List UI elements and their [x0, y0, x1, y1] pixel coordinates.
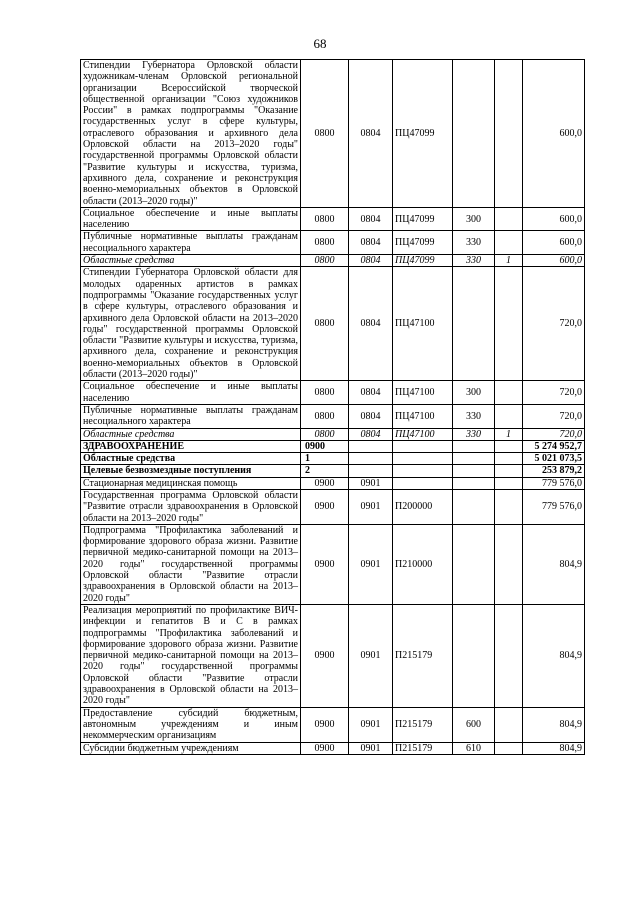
amount-cell: 5 021 073,5 [523, 453, 585, 465]
table-row [81, 453, 585, 465]
subsection-code-cell: 0804 [349, 267, 393, 381]
subsection-code-cell: 0901 [349, 604, 393, 707]
target-article-cell: П215179 [393, 742, 453, 754]
section-code-cell: 0800 [301, 60, 349, 208]
amount-cell: 253 879,2 [523, 465, 585, 477]
funding-source-cell [495, 404, 523, 428]
table-row [81, 207, 585, 231]
funding-source-cell: 1 [495, 428, 523, 440]
subsection-code-cell: 0901 [349, 707, 393, 742]
expense-kind-cell: 300 [453, 381, 495, 405]
budget-table [80, 59, 585, 755]
funding-source-cell [495, 489, 523, 524]
funding-source-cell [495, 524, 523, 604]
row-name-cell: Областные средства [81, 255, 301, 267]
target-article-cell [393, 440, 453, 452]
row-name-cell: Подпрограмма "Профилактика заболеваний и формирование здорового образа жизни. Развитие первичной медико-санитарной помощи на 2013–2020 годы" государственной программы Орловской области "Развитие отрасли здравоохранения в Орловской области на 2013–2020 годы" [81, 524, 301, 604]
expense-kind-cell [453, 453, 495, 465]
section-code-cell: 0900 [301, 524, 349, 604]
expense-kind-cell: 610 [453, 742, 495, 754]
amount-cell: 720,0 [523, 381, 585, 405]
section-code-cell: 0800 [301, 255, 349, 267]
section-code-cell: 0900 [301, 440, 349, 452]
section-code-cell: 0800 [301, 428, 349, 440]
subsection-code-cell [349, 465, 393, 477]
row-name-cell: Областные средства [81, 428, 301, 440]
table-row [81, 742, 585, 754]
subsection-code-cell [349, 440, 393, 452]
target-article-cell [393, 477, 453, 489]
target-article-cell: ПЦ47099 [393, 207, 453, 231]
subsection-code-cell: 0901 [349, 524, 393, 604]
amount-cell: 720,0 [523, 267, 585, 381]
funding-source-cell [495, 267, 523, 381]
row-name-cell: Целевые безвозмездные поступления [81, 465, 301, 477]
expense-kind-cell: 600 [453, 707, 495, 742]
section-code-cell: 0800 [301, 231, 349, 255]
target-article-cell: ПЦ47100 [393, 428, 453, 440]
section-code-cell: 0900 [301, 707, 349, 742]
row-name-cell: Стипендии Губернатора Орловской области художникам-членам Орловской региональной организации Всероссийской творческой общественной организации "Союз художников России" в рамках подпрограммы "Оказание государственных услуг в сфере культуры, отраслевого образования и архивного дела Орловской области на 2013–2020 годы" государственной программы Орловской области "Развитие культуры и искусства, туризма, архивного дела, сохранение и реконструкция военно-мемориальных объектов в Орловской области (2013–2020 годы)" [81, 60, 301, 208]
subsection-code-cell: 0901 [349, 742, 393, 754]
target-article-cell: ПЦ47099 [393, 231, 453, 255]
table-row [81, 465, 585, 477]
section-code-cell: 0900 [301, 742, 349, 754]
amount-cell: 720,0 [523, 428, 585, 440]
funding-source-cell [495, 465, 523, 477]
expense-kind-cell [453, 440, 495, 452]
table-row [81, 381, 585, 405]
funding-source-cell [495, 207, 523, 231]
target-article-cell: П215179 [393, 707, 453, 742]
expense-kind-cell [453, 465, 495, 477]
subsection-code-cell: 0804 [349, 404, 393, 428]
expense-kind-cell [453, 477, 495, 489]
row-name-cell: Социальное обеспечение и иные выплаты населению [81, 381, 301, 405]
row-name-cell: Государственная программа Орловской области "Развитие отрасли здравоохранения в Орловской области на 2013–2020 годы" [81, 489, 301, 524]
table-row [81, 604, 585, 707]
funding-source-cell [495, 742, 523, 754]
amount-cell: 804,9 [523, 707, 585, 742]
expense-kind-cell [453, 604, 495, 707]
funding-source-cell [495, 477, 523, 489]
amount-cell: 779 576,0 [523, 477, 585, 489]
amount-cell: 779 576,0 [523, 489, 585, 524]
expense-kind-cell [453, 524, 495, 604]
table-row [81, 404, 585, 428]
row-name-cell: Областные средства [81, 453, 301, 465]
subsection-code-cell: 0901 [349, 477, 393, 489]
table-row [81, 231, 585, 255]
row-name-cell: Публичные нормативные выплаты гражданам несоциального характера [81, 404, 301, 428]
section-code-cell: 0800 [301, 267, 349, 381]
funding-source-cell [495, 60, 523, 208]
amount-cell: 720,0 [523, 404, 585, 428]
target-article-cell: ПЦ47100 [393, 381, 453, 405]
amount-cell: 600,0 [523, 231, 585, 255]
row-name-cell: Стационарная медицинская помощь [81, 477, 301, 489]
section-code-cell: 0800 [301, 404, 349, 428]
subsection-code-cell: 0901 [349, 489, 393, 524]
expense-kind-cell: 330 [453, 231, 495, 255]
amount-cell: 600,0 [523, 255, 585, 267]
amount-cell: 600,0 [523, 60, 585, 208]
section-code-cell: 1 [301, 453, 349, 465]
amount-cell: 804,9 [523, 742, 585, 754]
expense-kind-cell: 330 [453, 404, 495, 428]
subsection-code-cell: 0804 [349, 60, 393, 208]
table-row [81, 477, 585, 489]
funding-source-cell [495, 440, 523, 452]
expense-kind-cell [453, 267, 495, 381]
target-article-cell [393, 453, 453, 465]
row-name-cell: Субсидии бюджетным учреждениям [81, 742, 301, 754]
section-code-cell: 0900 [301, 477, 349, 489]
target-article-cell: ПЦ47100 [393, 404, 453, 428]
funding-source-cell [495, 453, 523, 465]
row-name-cell: Реализация мероприятий по профилактике ВИЧ-инфекции и гепатитов В и С в рамках подпрограммы "Профилактика заболеваний и формирование здорового образа жизни. Развитие первичной медико-санитарной помощи на 2013–2020 годы" государственной программы Орловской области "Развитие отрасли здравоохранения в Орловской области на 2013–2020 годы" [81, 604, 301, 707]
target-article-cell: П210000 [393, 524, 453, 604]
amount-cell: 5 274 952,7 [523, 440, 585, 452]
table-row [81, 524, 585, 604]
subsection-code-cell [349, 453, 393, 465]
section-code-cell: 0800 [301, 207, 349, 231]
section-code-cell: 0900 [301, 489, 349, 524]
section-code-cell: 2 [301, 465, 349, 477]
subsection-code-cell: 0804 [349, 231, 393, 255]
row-name-cell: Социальное обеспечение и иные выплаты населению [81, 207, 301, 231]
funding-source-cell: 1 [495, 255, 523, 267]
amount-cell: 804,9 [523, 524, 585, 604]
expense-kind-cell: 330 [453, 255, 495, 267]
row-name-cell: Предоставление субсидий бюджетным, автономным учреждениям и иным некоммерческим организациям [81, 707, 301, 742]
expense-kind-cell: 330 [453, 428, 495, 440]
row-name-cell: ЗДРАВООХРАНЕНИЕ [81, 440, 301, 452]
expense-kind-cell [453, 489, 495, 524]
target-article-cell: П215179 [393, 604, 453, 707]
subsection-code-cell: 0804 [349, 255, 393, 267]
subsection-code-cell: 0804 [349, 207, 393, 231]
expense-kind-cell: 300 [453, 207, 495, 231]
subsection-code-cell: 0804 [349, 428, 393, 440]
target-article-cell: ПЦ47100 [393, 267, 453, 381]
funding-source-cell [495, 707, 523, 742]
target-article-cell: П200000 [393, 489, 453, 524]
table-row [81, 707, 585, 742]
table-row [81, 255, 585, 267]
target-article-cell [393, 465, 453, 477]
table-row [81, 489, 585, 524]
amount-cell: 804,9 [523, 604, 585, 707]
table-row [81, 60, 585, 208]
table-row [81, 428, 585, 440]
target-article-cell: ПЦ47099 [393, 60, 453, 208]
row-name-cell: Стипендии Губернатора Орловской области для молодых одаренных артистов в рамках подпрограммы "Оказание государственных услуг в сфере культуры, отраслевого образования и архивного дела Орловской области на 2013–2020 годы" государственной программы Орловской области "Развитие культуры и искусства, туризма, архивного дела, сохранение и реконструкция военно-мемориальных объектов в Орловской области (2013–2020 годы)" [81, 267, 301, 381]
funding-source-cell [495, 381, 523, 405]
row-name-cell: Публичные нормативные выплаты гражданам несоциального характера [81, 231, 301, 255]
page-number: 68 [313, 36, 327, 51]
target-article-cell: ПЦ47099 [393, 255, 453, 267]
section-code-cell: 0800 [301, 381, 349, 405]
funding-source-cell [495, 231, 523, 255]
table-row [81, 440, 585, 452]
subsection-code-cell: 0804 [349, 381, 393, 405]
funding-source-cell [495, 604, 523, 707]
amount-cell: 600,0 [523, 207, 585, 231]
expense-kind-cell [453, 60, 495, 208]
table-row [81, 267, 585, 381]
section-code-cell: 0900 [301, 604, 349, 707]
